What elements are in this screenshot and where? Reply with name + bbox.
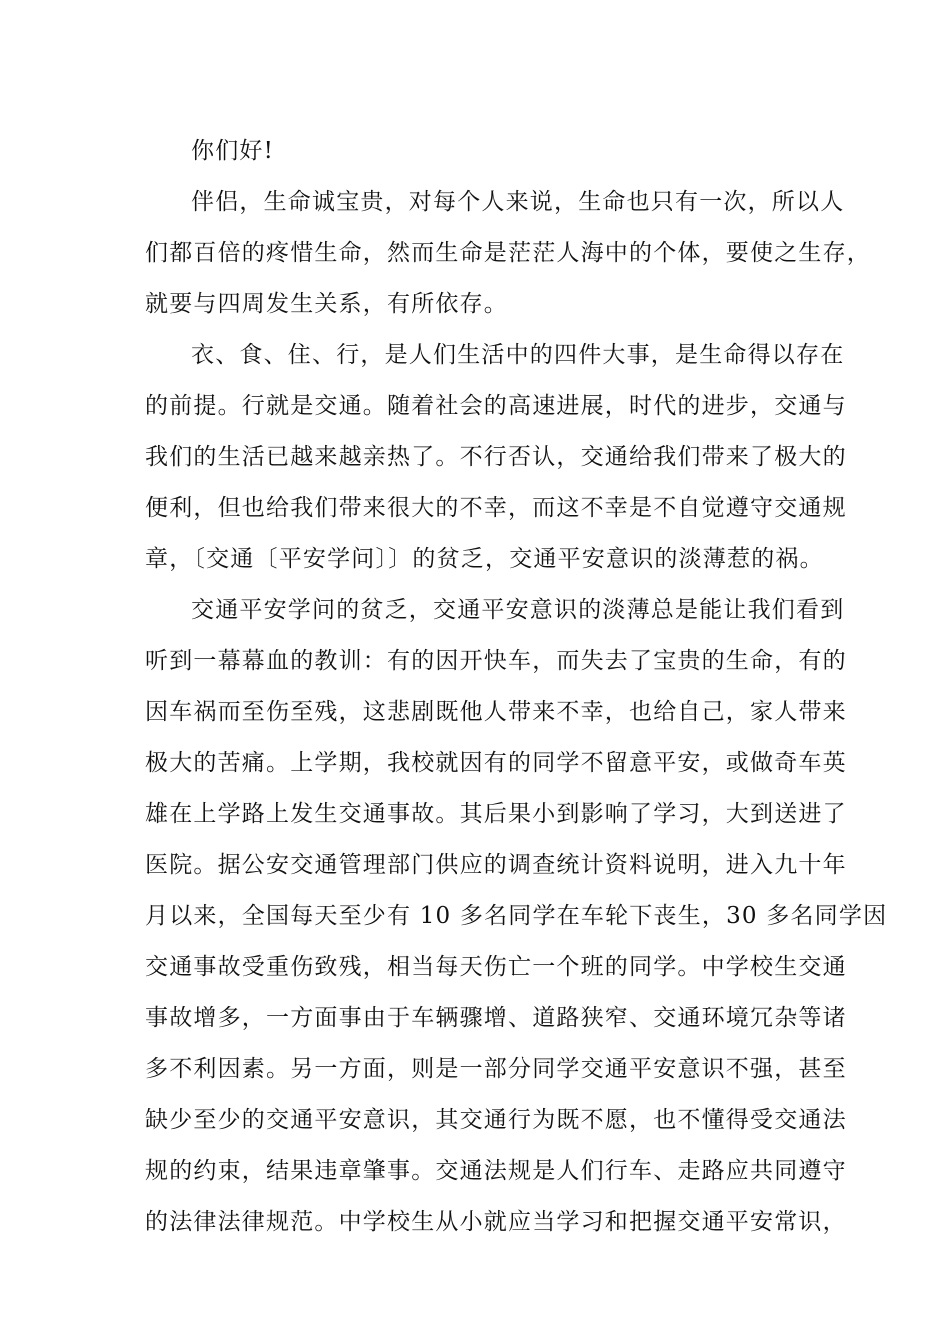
paragraph-1 (145, 177, 871, 330)
paragraph-3-line-2: 听到一幕幕血的教训：有的因开快车，而失去了宝贵的生命，有的 (145, 648, 847, 674)
paragraph-3-line-10: 多不利因素。另一方面，则是一部分同学交通平安意识不强，甚至 (145, 1056, 847, 1082)
paragraph-3-line-5: 雄在上学路上发生交通事故。其后果小到影响了学习，大到送进了 (145, 801, 847, 827)
paragraph-2-line-5: 章，〔交通〔平安学问〕〕的贫乏，交通平安意识的淡薄惹的祸。 (145, 546, 824, 572)
paragraph-1-line-2: 们都百倍的疼惜生命，然而生命是茫茫人海中的个体，要使之生存， (145, 240, 871, 266)
greeting-paragraph (145, 126, 825, 177)
paragraph-2-line-2: 的前提。行就是交通。随着社会的高速进展，时代的进步，交通与 (145, 393, 847, 419)
paragraph-3-line-7: 月以来，全国每天至少有 10 多名同学在车轮下丧生，30 多名同学因 (145, 903, 888, 929)
paragraph-2 (145, 330, 847, 585)
paragraph-1-line-1: 伴侣，生命诚宝贵，对每个人来说，生命也只有一次，所以人 (191, 189, 845, 215)
paragraph-3-line-13: 的法律法律规范。中学校生从小就应当学习和把握交通平安常识， (145, 1209, 847, 1235)
paragraph-2-line-4: 便利，但也给我们带来很大的不幸，而这不幸是不自觉遵守交通规 (145, 495, 847, 521)
paragraph-3-line-1: 交通平安学问的贫乏，交通平安意识的淡薄总是能让我们看到 (191, 597, 845, 623)
paragraph-3-line-4: 极大的苦痛。上学期，我校就因有的同学不留意平安，或做奇车英 (145, 750, 847, 776)
paragraph-1-line-3: 就要与四周发生关系，有所依存。 (145, 291, 508, 317)
paragraph-3-line-8: 交通事故受重伤致残，相当每天伤亡一个班的同学。中学校生交通 (145, 954, 847, 980)
paragraph-3-line-11: 缺少至少的交通平安意识，其交通行为既不愿，也不懂得受交通法 (145, 1107, 847, 1133)
paragraph-2-line-3: 我们的生活已越来越亲热了。不行否认，交通给我们带来了极大的 (145, 444, 847, 470)
paragraph-3-line-12: 规的约束，结果违章肇事。交通法规是人们行车、走路应共同遵守 (145, 1158, 847, 1184)
greeting-line: 你们好! (191, 138, 275, 164)
paragraph-2-line-1: 衣、食、住、行，是人们生活中的四件大事，是生命得以存在 (191, 342, 845, 368)
paragraph-3-line-6: 医院。据公安交通管理部门供应的调查统计资料说明，进入九十年 (145, 852, 847, 878)
document-body (145, 126, 888, 1248)
paragraph-3-line-9: 事故增多，一方面事由于车辆骤增、道路狭窄、交通环境冗杂等诸 (145, 1005, 847, 1031)
paragraph-3 (145, 585, 888, 1248)
paragraph-3-line-3: 因车祸而至伤至残，这悲剧既他人带来不幸，也给自己，家人带来 (145, 699, 847, 725)
